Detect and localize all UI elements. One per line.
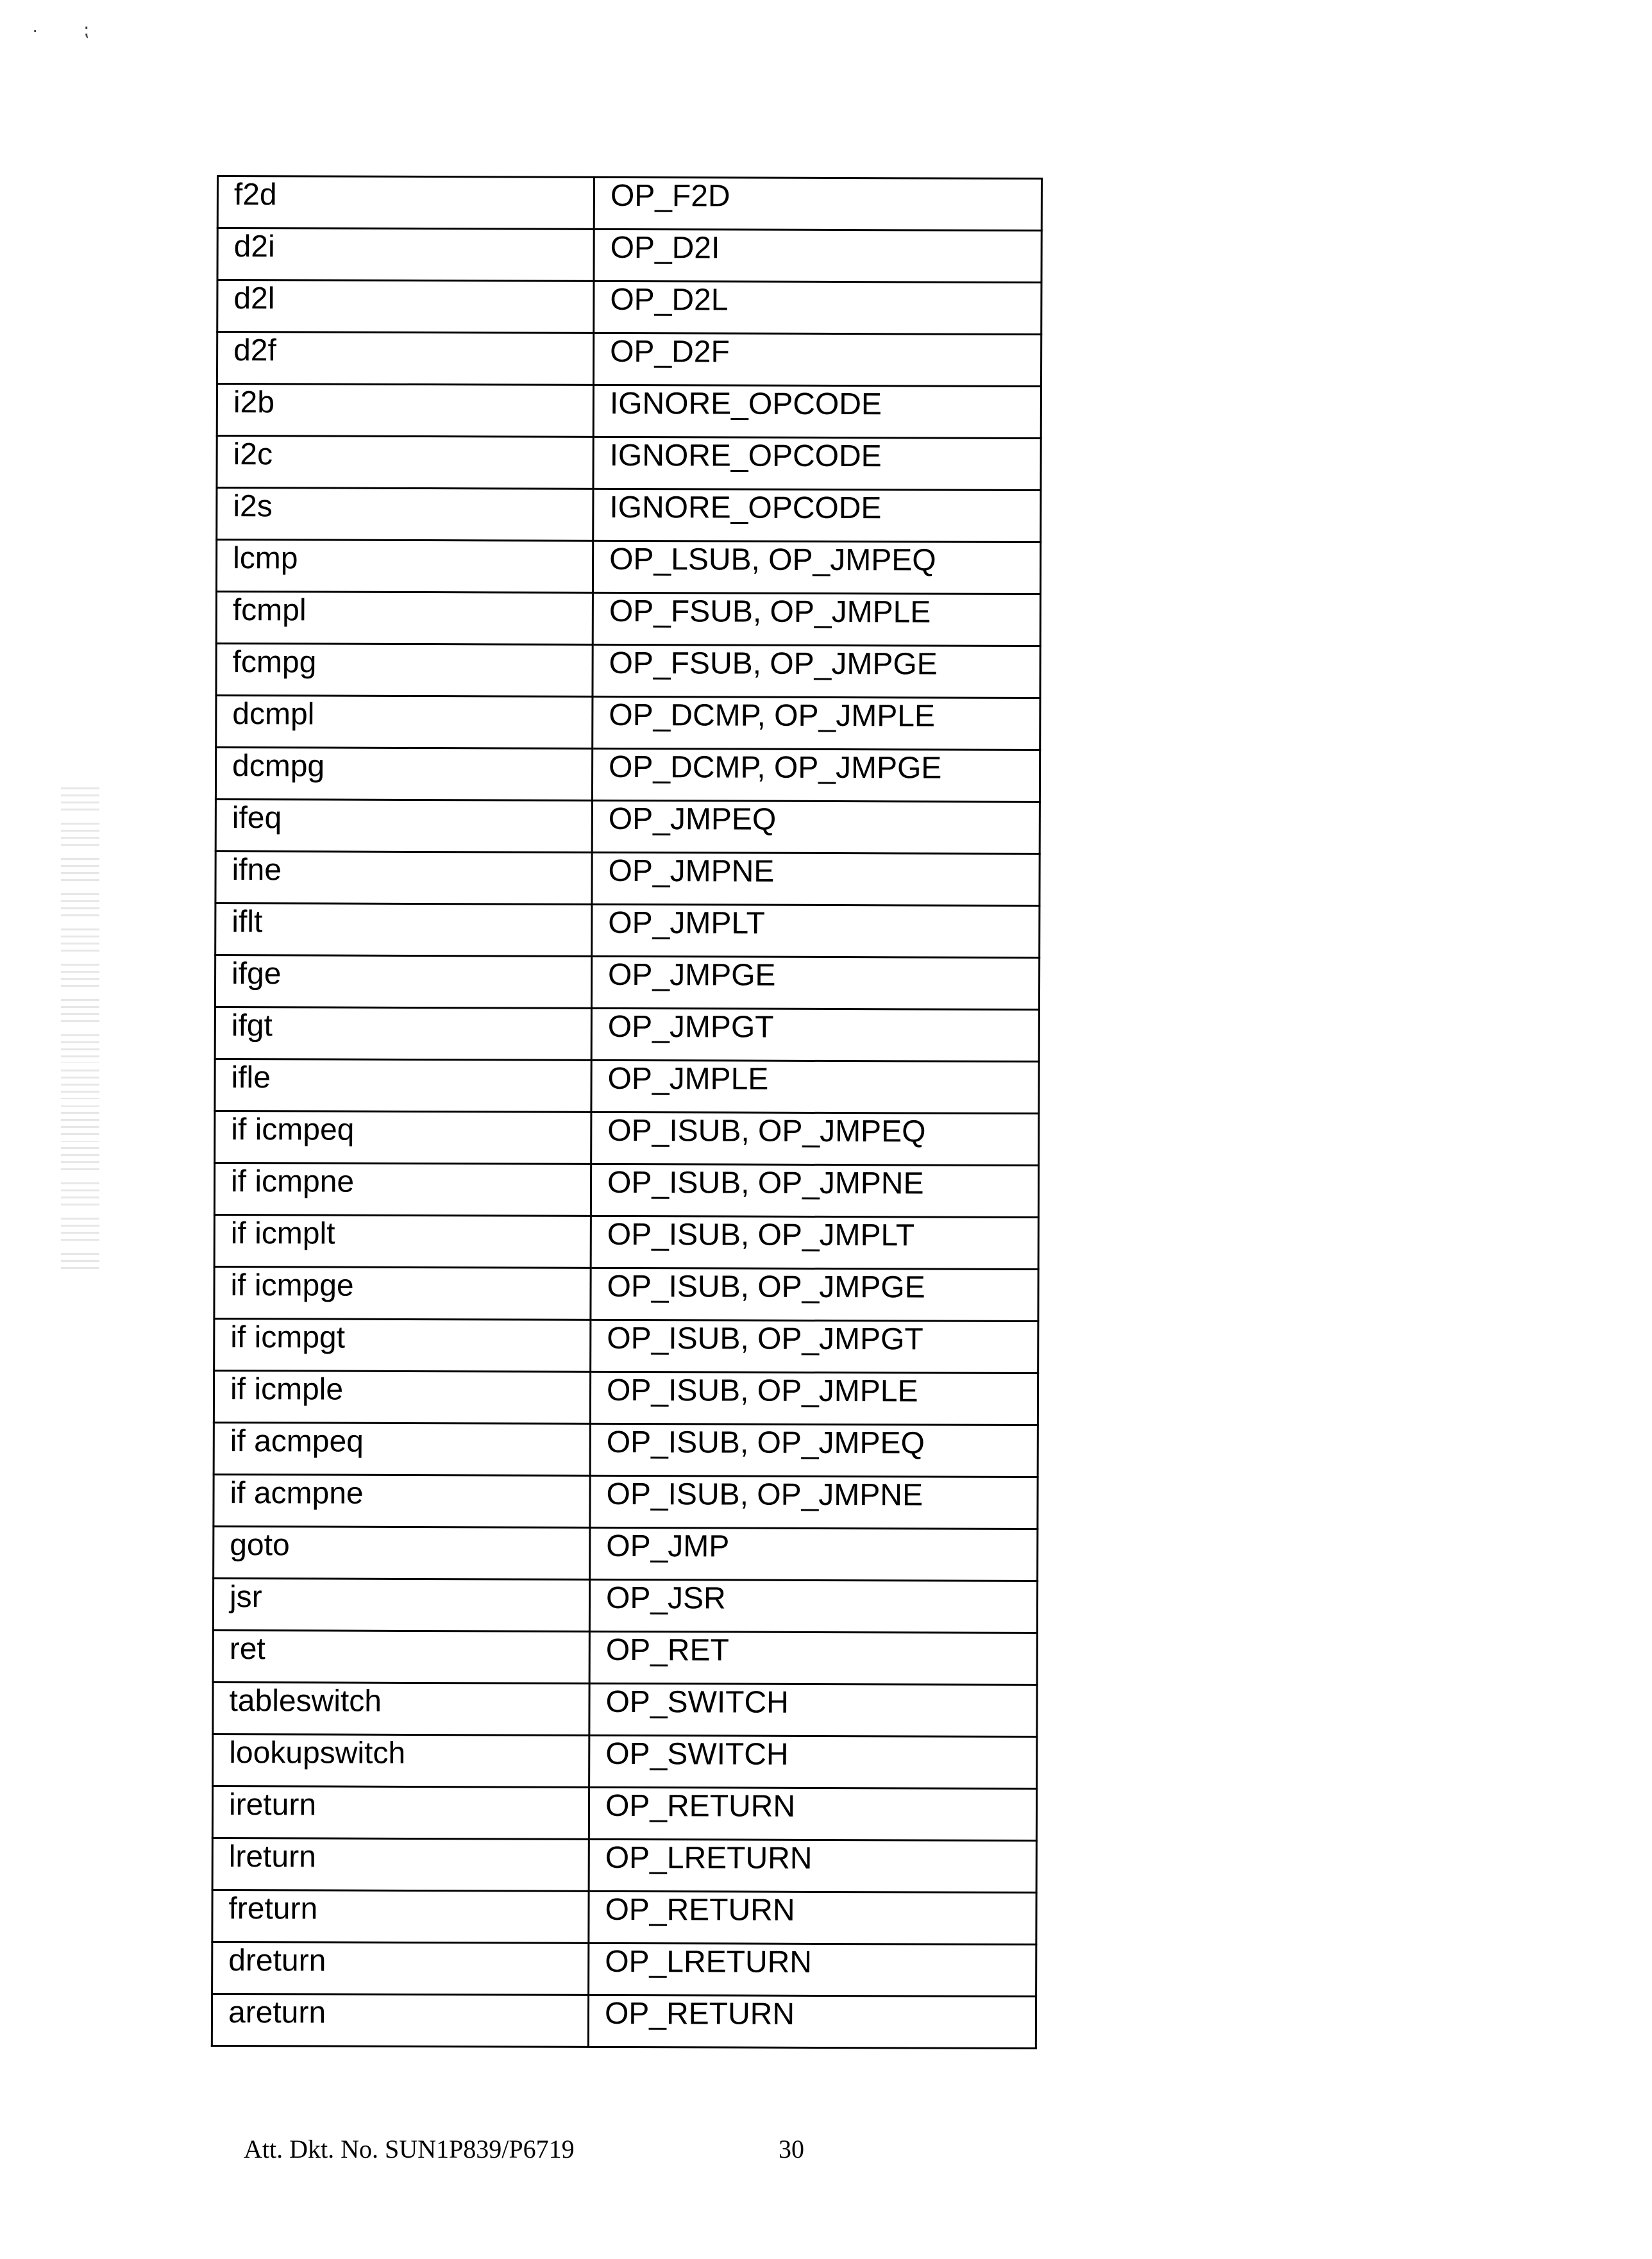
bytecode-cell: ifle bbox=[215, 1059, 591, 1112]
opcode-cell: OP_RETURN bbox=[588, 1995, 1036, 2048]
opcode-cell: OP_ISUB, OP_JMPEQ bbox=[590, 1423, 1038, 1477]
bytecode-cell: ireturn bbox=[212, 1786, 589, 1839]
table-row bbox=[214, 1370, 1038, 1425]
opcode-cell: OP_JMPEQ bbox=[592, 800, 1040, 853]
bytecode-cell: freturn bbox=[212, 1890, 589, 1943]
opcode-cell: OP_JMPLE bbox=[591, 1060, 1039, 1113]
table-row bbox=[212, 1942, 1036, 1996]
opcode-cell: OP_DCMP, OP_JMPGE bbox=[592, 748, 1040, 802]
bytecode-cell: i2c bbox=[217, 436, 593, 489]
table-row bbox=[217, 436, 1041, 491]
table-row bbox=[213, 1630, 1037, 1684]
table-row bbox=[215, 1111, 1039, 1165]
bytecode-cell: fcmpl bbox=[216, 592, 593, 645]
opcode-cell: OP_JSR bbox=[589, 1579, 1037, 1633]
table-row bbox=[212, 1994, 1036, 2048]
table-row bbox=[215, 748, 1040, 802]
opcode-cell: OP_LRETURN bbox=[589, 1839, 1036, 1892]
opcode-cell: OP_ISUB, OP_JMPGT bbox=[591, 1320, 1038, 1373]
bytecode-cell: lookupswitch bbox=[213, 1734, 589, 1787]
opcode-cell: IGNORE_OPCODE bbox=[593, 385, 1041, 438]
table-row bbox=[213, 1682, 1037, 1736]
table-row bbox=[216, 540, 1040, 594]
opcode-cell: OP_DCMP, OP_JMPLE bbox=[593, 696, 1040, 750]
table-row bbox=[216, 696, 1040, 750]
table-row bbox=[212, 1890, 1036, 1944]
table-row bbox=[213, 1734, 1037, 1788]
opcode-cell: OP_D2L bbox=[594, 281, 1041, 334]
table-row bbox=[216, 644, 1040, 698]
bytecode-cell: i2s bbox=[217, 488, 593, 541]
bytecode-cell: dreturn bbox=[212, 1942, 589, 1995]
bytecode-cell: ifne bbox=[215, 851, 592, 904]
page-number: 30 bbox=[779, 2134, 804, 2164]
opcode-cell: IGNORE_OPCODE bbox=[593, 437, 1041, 490]
table-row bbox=[215, 1059, 1039, 1113]
bytecode-cell: ifge bbox=[215, 955, 591, 1008]
table-row bbox=[217, 332, 1041, 387]
table-row bbox=[215, 1007, 1039, 1061]
opcode-cell: OP_D2I bbox=[594, 229, 1041, 282]
opcode-cell: OP_RET bbox=[589, 1631, 1037, 1684]
bytecode-cell: ifgt bbox=[215, 1007, 591, 1060]
bytecode-cell: ifeq bbox=[215, 799, 592, 852]
bytecode-cell: d2f bbox=[217, 332, 593, 385]
opcode-cell: OP_LRETURN bbox=[589, 1943, 1036, 1996]
opcode-mapping-table bbox=[211, 175, 1043, 2049]
bytecode-cell: lreturn bbox=[212, 1838, 589, 1891]
bytecode-cell: ret bbox=[213, 1630, 589, 1683]
table-row bbox=[217, 176, 1041, 231]
opcode-cell: OP_RETURN bbox=[589, 1787, 1036, 1840]
table-row bbox=[217, 488, 1041, 542]
bytecode-cell: if icmplt bbox=[214, 1214, 591, 1268]
table-row bbox=[215, 955, 1039, 1009]
opcode-cell: OP_FSUB, OP_JMPLE bbox=[593, 592, 1040, 646]
bytecode-cell: if icmple bbox=[214, 1370, 590, 1423]
opcode-cell: OP_ISUB, OP_JMPNE bbox=[591, 1164, 1038, 1217]
opcode-cell: OP_JMPNE bbox=[592, 852, 1040, 905]
opcode-cell: OP_ISUB, OP_JMPEQ bbox=[591, 1112, 1039, 1165]
table-row bbox=[215, 903, 1040, 957]
bytecode-cell: f2d bbox=[217, 176, 594, 230]
opcode-cell: OP_JMP bbox=[590, 1527, 1038, 1581]
bytecode-cell: tableswitch bbox=[213, 1682, 589, 1735]
opcode-cell: OP_D2F bbox=[593, 333, 1041, 386]
bytecode-cell: dcmpg bbox=[215, 748, 592, 801]
docket-number: Att. Dkt. No. SUN1P839/P6719 bbox=[244, 2134, 575, 2164]
bytecode-cell: jsr bbox=[213, 1578, 589, 1631]
opcode-cell: OP_LSUB, OP_JMPEQ bbox=[593, 541, 1040, 594]
bytecode-cell: if icmpne bbox=[214, 1163, 591, 1216]
bytecode-cell: if acmpeq bbox=[214, 1422, 590, 1475]
table-row bbox=[213, 1578, 1037, 1633]
bytecode-cell: if acmpne bbox=[214, 1474, 590, 1527]
table-row bbox=[214, 1163, 1038, 1217]
scan-specks: · ⁏ bbox=[32, 19, 89, 40]
bytecode-cell: fcmpg bbox=[216, 644, 593, 697]
side-stamp bbox=[61, 782, 99, 1270]
opcode-cell: OP_ISUB, OP_JMPNE bbox=[590, 1475, 1038, 1529]
bytecode-cell: dcmpl bbox=[216, 696, 593, 749]
table-row bbox=[217, 384, 1041, 439]
opcode-cell: OP_ISUB, OP_JMPLE bbox=[590, 1372, 1038, 1425]
opcode-cell: OP_F2D bbox=[594, 177, 1041, 230]
opcode-cell: IGNORE_OPCODE bbox=[593, 489, 1041, 542]
table-row bbox=[216, 592, 1040, 646]
opcode-cell: OP_SWITCH bbox=[589, 1735, 1037, 1788]
table-row bbox=[214, 1214, 1038, 1269]
table-row bbox=[212, 1838, 1036, 1892]
bytecode-cell: if icmpgt bbox=[214, 1318, 591, 1372]
bytecode-cell: areturn bbox=[212, 1994, 588, 2047]
table-row bbox=[214, 1266, 1038, 1321]
table-row bbox=[214, 1474, 1038, 1529]
bytecode-cell: lcmp bbox=[216, 540, 593, 593]
table-row bbox=[217, 280, 1041, 335]
bytecode-cell: iflt bbox=[215, 903, 592, 956]
bytecode-cell: d2i bbox=[217, 228, 594, 281]
bytecode-cell: if icmpeq bbox=[215, 1111, 591, 1164]
opcode-cell: OP_ISUB, OP_JMPGE bbox=[591, 1268, 1038, 1321]
bytecode-cell: if icmpge bbox=[214, 1266, 591, 1320]
opcode-cell: OP_SWITCH bbox=[589, 1683, 1037, 1736]
bytecode-cell: goto bbox=[214, 1526, 590, 1579]
opcode-cell: OP_JMPGT bbox=[591, 1008, 1039, 1061]
table-row bbox=[215, 851, 1040, 905]
opcode-cell: OP_JMPLT bbox=[592, 904, 1040, 957]
table-row bbox=[217, 228, 1041, 283]
table-row bbox=[214, 1526, 1038, 1581]
opcode-cell: OP_ISUB, OP_JMPLT bbox=[591, 1216, 1038, 1269]
bytecode-cell: d2l bbox=[217, 280, 594, 333]
opcode-cell: OP_JMPGE bbox=[591, 956, 1039, 1009]
table-row bbox=[214, 1422, 1038, 1477]
table-row bbox=[212, 1786, 1036, 1840]
bytecode-cell: i2b bbox=[217, 384, 593, 437]
table-row bbox=[214, 1318, 1038, 1373]
opcode-cell: OP_RETURN bbox=[589, 1891, 1036, 1944]
table-row bbox=[215, 799, 1040, 853]
opcode-cell: OP_FSUB, OP_JMPGE bbox=[593, 644, 1040, 698]
